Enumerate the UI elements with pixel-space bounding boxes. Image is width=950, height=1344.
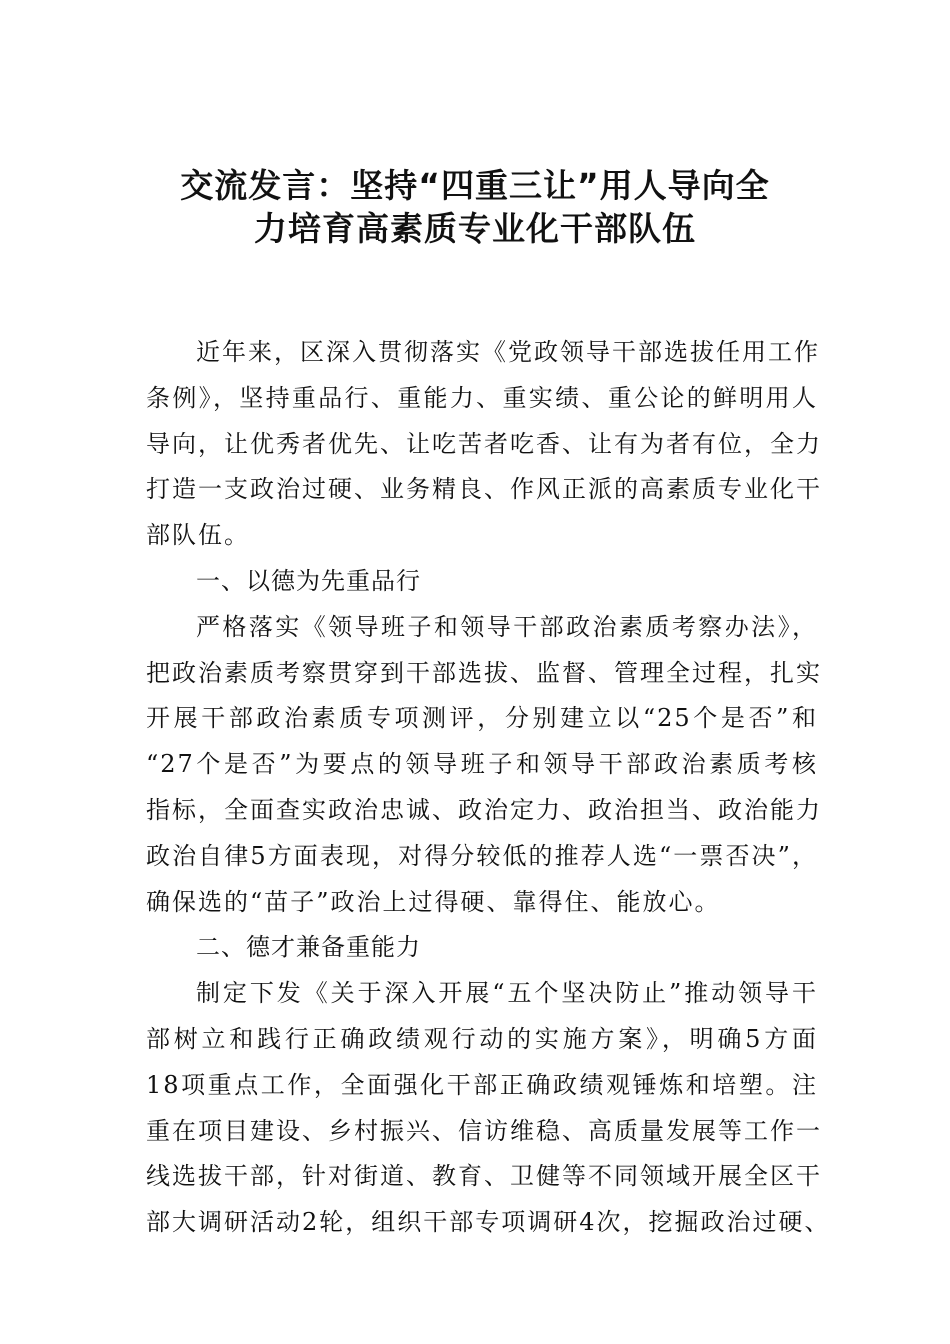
document-body [146,330,831,1246]
body-text-line: 部大调研活动2轮，组织干部专项调研4次，挖掘政治过硬、 [146,1208,831,1237]
document-title-line-1: 交流发言：坚持“四重三让”用人导向全 [180,166,770,205]
body-text-line: 确保选的“苗子”政治上过得硬、靠得住、能放心。 [146,887,721,916]
body-text-line: 打造一支政治过硬、业务精良、作风正派的高素质专业化干 [146,475,822,504]
body-text-line: 线选拔干部，针对街道、教育、卫健等不同领域开展全区干 [146,1162,822,1191]
body-text-line: 开展干部政治素质专项测评，分别建立以“25个是否”和 [146,704,818,733]
body-text-line: 政治自律5方面表现，对得分较低的推荐人选“一票否决”， [146,841,818,870]
body-text-line: 近年来，区深入贯彻落实《党政领导干部选拔任用工作 [196,338,820,366]
body-text-line: 把政治素质考察贯穿到干部选拔、监督、管理全过程，扎实 [146,658,822,687]
body-text-line: 指标，全面查实政治忠诚、政治定力、政治担当、政治能力 [146,795,822,824]
section-heading: 二、德才兼备重能力 [196,933,421,962]
body-text-line: 制定下发《关于深入开展“五个坚决防止”推动领导干 [196,979,818,1008]
section-heading: 一、以德为先重品行 [196,566,421,595]
body-text-line: 部队伍。 [146,521,250,550]
document-title-line-2: 力培育高素质专业化干部队伍 [254,209,696,248]
body-text-line: 严格落实《领导班子和领导干部政治素质考察办法》， [196,612,818,641]
body-text-line: 18项重点工作，全面强化干部正确政绩观锤炼和培塑。注 [146,1070,818,1099]
body-text-line: 重在项目建设、乡村振兴、信访维稳、高质量发展等工作一 [146,1116,822,1145]
body-text-line: “27个是否”为要点的领导班子和领导干部政治素质考核 [146,750,818,779]
body-text-line: 条例》，坚持重品行、重能力、重实绩、重公论的鲜明用人 [146,383,818,412]
body-text-line: 部树立和践行正确政绩观行动的实施方案》，明确5方面 [146,1024,818,1053]
body-text-line: 导向，让优秀者优先、让吃苦者吃香、让有为者有位，全力 [146,429,822,458]
